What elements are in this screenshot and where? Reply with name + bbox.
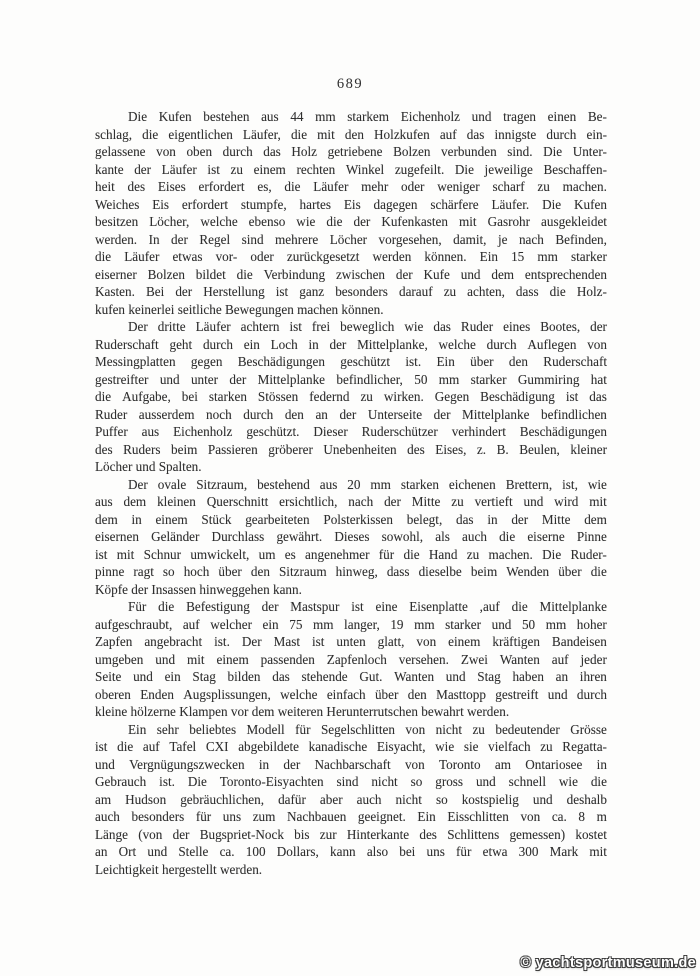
watermark: © yachtsportmuseum.de	[520, 955, 696, 971]
text-line: umgeben und mit einem passenden Zapfenloch versehen. Zwei Wanten auf jeder	[95, 651, 607, 667]
text-line: Die Kufen bestehen aus 44 mm starkem Eichenholz und tragen einen Be-	[128, 109, 607, 124]
text-line: am Hudson gebräuchlichen, dafür aber auch nicht so kostspielig und deshalb	[95, 791, 607, 807]
text-line: Ein sehr beliebtes Modell für Segelschlitten von nicht zu bedeutender Grösse	[128, 721, 607, 737]
text-line: Seite und ein Stag bilden das stehende Gut. Wanten und Stag haben an ihren	[95, 669, 607, 684]
text-line: oberen Enden Augsplissungen, welche einfach über den Masttopp gestreift und durch	[95, 686, 607, 702]
page-body	[95, 108, 607, 878]
text-line: kleine hölzerne Klampen vor dem weiteren Herunterrutschen bewahrt werden.	[95, 704, 510, 719]
text-line: dem in einem Stück gearbeiteten Polsterkissen belegt, das in der Mitte dem	[95, 511, 607, 527]
text-line: kufen keinerlei seitliche Bewegungen machen können.	[95, 301, 384, 317]
text-line: heit des Eises erfordert es, die Läufer mehr oder weniger scharf zu machen.	[95, 179, 607, 194]
text-line: Puffer aus Eichenholz geschützt. Dieser Ruderschützer verhindert Beschädigungen	[95, 424, 607, 439]
text-line: Ruderschaft geht durch ein Loch in der Mittelplanke, welche durch Auflegen von	[95, 336, 607, 352]
text-line: Ruder ausserdem noch durch den an der Unterseite der Mittelplanke befindlichen	[95, 406, 607, 422]
text-line: Für die Befestigung der Mastspur ist eine Eisenplatte ,auf die Mittelplanke	[128, 599, 607, 614]
text-line: Zapfen angebracht ist. Der Mast ist unten glatt, von einem kräftigen Bandeisen	[95, 634, 607, 649]
paragraph	[95, 108, 607, 318]
text-line: an Ort und Stelle ca. 100 Dollars, kann also bei uns für etwa 300 Mark mit	[95, 844, 607, 859]
text-line: gelassene von oben durch das Holz getriebene Bolzen verbunden sind. Die Unter-	[95, 144, 607, 159]
text-line: besitzen Löcher, welche ebenso wie die der Kufenkasten mit Gasrohr ausgekleidet	[95, 214, 607, 229]
text-line: die Aufgabe, bei starken Stössen federnd zu wirken. Gegen Beschädigung ist das	[95, 389, 607, 404]
text-line: kante der Läufer ist zu einem rechten Winkel zugefeilt. Die jeweilige Beschaffen-	[95, 161, 607, 177]
paragraph	[95, 721, 607, 879]
text-line: Leichtigkeit hergestellt werden.	[95, 861, 263, 877]
text-line: schlag, die eigentlichen Läufer, die mit den Holzkufen auf das innigste durch ein-	[95, 126, 607, 142]
text-line: Weiches Eis erfordert stumpfe, hartes Eis dagegen schärfere Läufer. Die Kufen	[95, 196, 607, 212]
text-line: ist die auf Tafel CXI abgebildete kanadische Eisyacht, wie sie vielfach zu Regatta-	[95, 739, 607, 754]
text-line: Löcher und Spalten.	[95, 459, 202, 474]
text-line: auch besonders für uns zum Nachbauen geeignet. Ein Eisschlitten von ca. 8 m	[95, 809, 607, 824]
text-line: Gebrauch ist. Die Toronto-Eisyachten sind nicht so gross und schnell wie die	[95, 774, 607, 789]
text-line: eiserner Bolzen bildet die Verbindung zwischen der Kufe und dem entsprechenden	[95, 266, 607, 282]
text-line: die Läufer etwas vor- oder zurückgesetzt werden können. Ein 15 mm starker	[95, 249, 607, 264]
text-line: Kasten. Bei der Herstellung ist ganz besonders darauf zu achten, dass die Holz-	[95, 284, 607, 299]
paragraph	[95, 476, 607, 599]
text-line: eisernen Geländer Durchlass gewährt. Dieses sowohl, als auch die eiserne Pinne	[95, 529, 607, 544]
paragraph	[95, 318, 607, 476]
text-line: pinne ragt so hoch über den Sitzraum hinweg, dass dieselbe beim Wenden über die	[95, 564, 607, 579]
paragraph	[95, 598, 607, 721]
text-line: Der dritte Läufer achtern ist frei beweglich wie das Ruder eines Bootes, der	[128, 319, 607, 334]
text-line: gestreifter und unter der Mittelplanke befindlicher, 50 mm starker Gummiring hat	[95, 371, 607, 387]
text-line: werden. In der Regel sind mehrere Löcher vorgesehen, damit, je nach Befinden,	[95, 231, 607, 247]
text-line: aufgeschraubt, auf welcher ein 75 mm langer, 19 mm starker und 50 mm hoher	[95, 616, 607, 632]
text-line: und Vergnügungszwecken in der Nachbarschaft von Toronto am Ontariosee in	[95, 756, 607, 772]
text-line: ist mit Schnur umwickelt, um es angenehmer für die Hand zu machen. Die Ruder-	[95, 546, 607, 562]
text-line: Köpfe der Insassen hinweggehen kann.	[95, 581, 302, 597]
text-line: aus dem kleinen Querschnitt ersichtlich, nach der Mitte zu vertieft und wird mit	[95, 494, 607, 509]
text-line: Der ovale Sitzraum, bestehend aus 20 mm starken eichenen Brettern, ist, wie	[128, 476, 607, 492]
page-number: 689	[336, 76, 364, 92]
text-line: Messingplatten gegen Beschädigungen geschützt ist. Ein über den Ruderschaft	[95, 354, 607, 369]
text-line: des Ruders beim Passieren gröberer Unebenheiten des Eises, z. B. Beulen, kleiner	[95, 441, 607, 457]
text-line: Länge (von der Bugspriet-Nock bis zur Hinterkante des Schlittens gemessen) kostet	[95, 826, 607, 842]
